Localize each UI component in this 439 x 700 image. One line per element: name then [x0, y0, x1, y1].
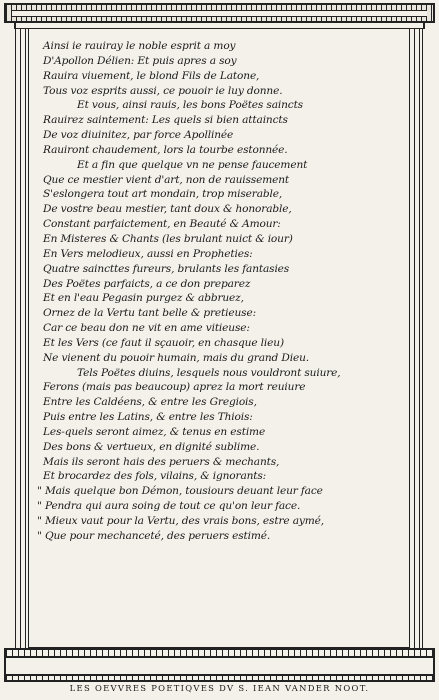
verse-line: Tous voz esprits aussi, ce pouoir ie luy donne.: [43, 84, 283, 97]
running-title: LES OEVVRES POETIQVES DV S. IEAN VANDER NOOT.: [69, 683, 370, 693]
verse-line: Puis entre les Latins, & entre les Thiois:: [43, 411, 253, 424]
verse-line: De voz diuinitez, par force Apollinée: [43, 129, 234, 142]
verse-line: Tels Poëtes diuins, lesquels nous vouldront suiure,: [77, 366, 341, 379]
base-band: [4, 658, 435, 674]
verse-line: En Vers melodieux, aussi en Propheties:: [43, 247, 253, 260]
verse-line: Et en l'eau Pegasin purgez & abbruez,: [43, 292, 244, 305]
base-molding-upper: [4, 648, 435, 658]
top-cornice-ornament: [4, 3, 435, 23]
poem-verse: [37, 39, 403, 544]
verse-line: Et vous, ainsi rauis, les bons Poëtes saincts: [77, 99, 303, 112]
left-pilaster-ornament: [15, 28, 29, 648]
verse-line: Des Poëtes parfaicts, a ce don preparez: [43, 277, 251, 290]
verse-line: Rauira viuement, le blond Fils de Latone,: [43, 69, 260, 82]
verse-line: Rauirez saintement: Les quels si bien attaincts: [43, 114, 288, 127]
verse-line: De vostre beau mestier, tant doux & honorable,: [43, 203, 292, 216]
verse-line: Des bons & vertueux, en dignité sublime.: [43, 440, 260, 453]
verse-line: Car ce beau don ne vit en ame vitieuse:: [43, 322, 250, 335]
verse-line: " Que pour mechanceté, des peruers estimé.: [37, 529, 271, 542]
verse-line: Entre les Caldéens, & entre les Gregiois,: [43, 396, 257, 409]
verse-line: Ferons (mais pas beaucoup) aprez la mort reuiure: [43, 381, 306, 394]
verse-line: En Misteres & Chants (les brulant nuict & iour): [43, 232, 293, 245]
verse-line: Ornez de la Vertu tant belle & pretieuse:: [43, 307, 256, 320]
verse-line: Ainsi ie rauiray le noble esprit a moy: [43, 40, 236, 52]
verse-line: S'eslongera tout art mondain, trop miserable,: [43, 188, 283, 201]
verse-line: " Mieux vaut pour la Vertu, des vrais bons, estre aymé,: [37, 515, 324, 527]
verse-line: Et a fin que quelque vn ne pense faucement: [77, 158, 308, 171]
verse-line: Quatre saincttes fureurs, brulants les fantasies: [43, 262, 290, 275]
base-molding-lower: [4, 674, 435, 682]
verse-line: Et brocardez des fols, vilains, & ignorants:: [43, 470, 267, 483]
verse-line: D'Apollon Délien: Et puis apres a soy: [43, 54, 237, 67]
right-pilaster-ornament: [409, 28, 423, 648]
verse-line: Constant parfaictement, en Beauté & Amour:: [43, 218, 281, 231]
verse-line: Rauiront chaudement, lors la tourbe estonnée.: [43, 143, 288, 156]
verse-line: " Mais quelque bon Démon, tousiours deuant leur face: [37, 485, 323, 498]
verse-line: Que ce mestier vient d'art, non de rauissement: [43, 173, 290, 186]
verse-line: Ne vienent du pouoir humain, mais du grand Dieu.: [43, 351, 309, 364]
verse-line: Mais ils seront hais des peruers & mechants,: [43, 455, 280, 468]
verse-line: " Pendra qui aura soing de tout ce qu'on leur face.: [37, 500, 301, 513]
verse-line: Et les Vers (ce faut il sçauoir, en chasque lieu): [43, 336, 284, 349]
verse-line: Les-quels seront aimez, & tenus en estime: [43, 425, 266, 438]
